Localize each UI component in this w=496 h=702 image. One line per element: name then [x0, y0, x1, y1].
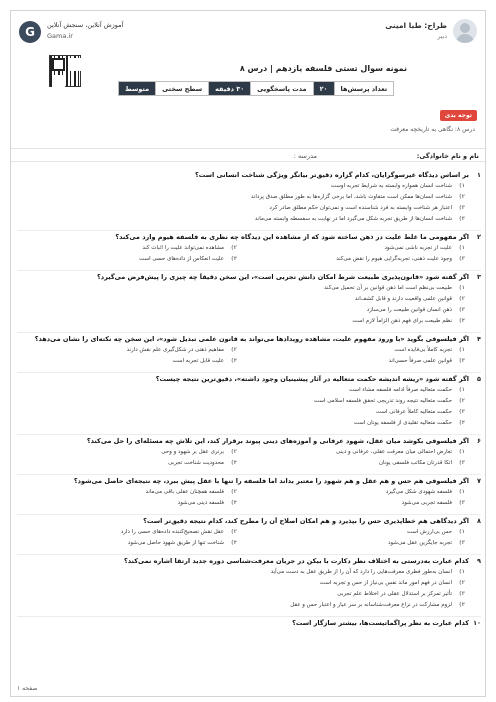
qr-code-icon: [49, 55, 81, 87]
question-divider: [17, 434, 481, 435]
question-divider: [17, 616, 481, 617]
option-number: ۱): [459, 449, 465, 455]
answer-option[interactable]: [250, 500, 465, 510]
answer-option[interactable]: [22, 358, 237, 368]
question-stem: اگر گفته شود «ریشه اندیشه حکمت متعالیه در آثار پیشینیان وجود داشته»، دقیق‌ترین نتیجه چیست؟: [155, 375, 469, 383]
option-text: مشاهده نمی‌تواند علیت را اثبات کند: [142, 245, 224, 251]
option-text: شناخت انسان‌ها از طریق تجربه شکل می‌گیرد اما در نهایت به سفسطه وابسته می‌ماند: [254, 216, 452, 222]
question-divider: [17, 474, 481, 475]
question-item: [11, 437, 487, 477]
answer-option[interactable]: [25, 194, 465, 204]
question-divider: [17, 514, 481, 515]
answer-option[interactable]: [25, 409, 465, 419]
question-number: ۳: [477, 273, 481, 281]
info-value: متوسط: [118, 81, 156, 96]
answer-option[interactable]: [22, 529, 237, 539]
question-stem: اگر مفهومی ما غلط علیت در ذهن ساخته شود که از مشاهده این دیدگاه چه نظری به فلسفه هیوم وارد می‌کند؟: [115, 233, 469, 241]
option-number: ۱): [459, 569, 465, 575]
option-number: ۲): [459, 398, 465, 404]
question-item: [11, 517, 487, 557]
option-text: انسان در فهم امور ماند نفس بی‌نیاز از حس و تجربه است: [319, 580, 452, 586]
answer-option[interactable]: [250, 540, 465, 550]
answer-option[interactable]: [25, 318, 465, 328]
option-number: ۳): [459, 500, 465, 506]
option-text: علیت از تجربه ناشی نمی‌شود: [384, 245, 452, 251]
question-number: ۶: [477, 437, 481, 445]
option-number: ۴): [231, 460, 237, 466]
option-text: حکمت متعالیه نتیجه روند تدریجی تحقق فلسفه اسلامی است: [313, 398, 452, 404]
option-text: حکمت متعالیه کاملاً عرفانی است: [375, 409, 452, 415]
option-text: ذهن انسان قوانین طبیعت را می‌سازد: [366, 307, 452, 313]
answer-option[interactable]: [22, 489, 237, 499]
answer-option[interactable]: [25, 205, 465, 215]
answer-option[interactable]: [25, 285, 465, 295]
option-number: ۲): [231, 489, 237, 495]
question-item: [11, 171, 487, 233]
answer-option[interactable]: [25, 569, 465, 579]
option-text: نظم طبیعت برای فهم ذهن الزاماً لازم است: [352, 318, 452, 324]
option-number: ۳): [459, 409, 465, 415]
question-item: [11, 233, 487, 273]
option-text: حکمت متعالیه تقلیدی از فلسفه یونان است: [353, 420, 452, 426]
answer-option[interactable]: [250, 358, 465, 368]
question-item: [11, 619, 487, 635]
option-number: ۱): [459, 347, 465, 353]
option-number: ۳): [459, 358, 465, 364]
question-stem: کدام عبارت به نظر پراگماتیست‌ها، بیشتر سازگار است؟: [292, 619, 469, 627]
avatar: [453, 19, 477, 43]
question-stem: اگر فیلسوفی هم حس و هم عقل و هم شهود را معتبر بداند اما فلسفه را تنها با عقل پیش ببرد، چه نتیجه‌ای حاصل می‌شود؟: [73, 477, 469, 485]
answer-option[interactable]: [25, 307, 465, 317]
question-stem: بر اساس دیدگاه غیرسوگرایان، کدام گزاره دقیق‌تر بیانگر ویژگی شناخت انسانی است؟: [194, 171, 469, 179]
option-text: وجود علیت ذهنی، تجربه‌گرایی هیوم را نقض می‌کند: [336, 256, 452, 262]
option-number: ۲): [231, 449, 237, 455]
section-badge: توجه بدی: [440, 110, 477, 121]
answer-option[interactable]: [22, 460, 237, 470]
info-label: سطح سختی: [155, 81, 209, 96]
option-text: فلسفه شهودی شکل می‌گیرد: [385, 489, 452, 495]
section-block: [9, 110, 485, 138]
answer-option[interactable]: [22, 347, 237, 357]
option-number: ۳): [459, 460, 465, 466]
name-label: نام و نام خانوادگی:: [416, 152, 479, 160]
student-info-row: [11, 148, 487, 162]
option-number: ۲): [459, 194, 465, 200]
answer-option[interactable]: [250, 347, 465, 357]
answer-option[interactable]: [25, 580, 465, 590]
option-number: ۴): [231, 540, 237, 546]
question-item: [11, 375, 487, 437]
option-text: حس بی‌ارزش است: [406, 529, 452, 535]
option-number: ۳): [459, 540, 465, 546]
option-text: تأثیر تمرکز بر استدلال عقلی در اختلاط علم تجربی: [337, 591, 452, 597]
option-text: فلسفه همچنان عقلی باقی می‌ماند: [145, 489, 224, 495]
answer-option[interactable]: [22, 540, 237, 550]
question-number: ۸: [477, 517, 481, 525]
option-number: ۴): [231, 256, 237, 262]
answer-option[interactable]: [250, 245, 465, 255]
option-number: ۴): [231, 358, 237, 364]
option-text: قوانین علمی واقعیت دارند و قابل کشف‌اند: [354, 296, 452, 302]
question-item: [11, 557, 487, 619]
option-number: ۳): [459, 591, 465, 597]
option-text: تعارض احتمالی میان معرفت عقلی، عرفانی و دینی: [336, 449, 452, 455]
question-item: [11, 273, 487, 335]
answer-option[interactable]: [250, 449, 465, 459]
option-number: ۱): [459, 529, 465, 535]
answer-option[interactable]: [22, 449, 237, 459]
option-number: ۴): [231, 500, 237, 506]
gama-logo-icon: G: [19, 21, 41, 43]
info-label: مدت پاسخگویی: [250, 81, 313, 96]
exam-page: [10, 10, 486, 697]
answer-option[interactable]: [25, 296, 465, 306]
section-text: درس ۸: نگاهی به تاریخچه معرفت: [390, 126, 475, 133]
option-text: شناخت انسان‌ها ممکن است متفاوت باشد، اما برخی گزاره‌ها به طور مطلق صدق پرداند: [251, 194, 452, 200]
option-text: انسان به‌طور فطری معرفت‌هایی را دارد که آن را از طریق عقل به دست می‌آید: [270, 569, 452, 575]
option-text: برتری عقل بر شهود و وحی: [161, 449, 224, 455]
school-label: مدرسه :: [293, 152, 317, 160]
option-text: اعتبار هر شناخت وابسته به فرد شناسنده است و نمی‌توان حکم مطلق صادر کرد: [269, 205, 452, 211]
option-text: علیت قابل تجربه است: [172, 358, 224, 364]
option-text: فلسفه تجربی می‌شود: [401, 500, 452, 506]
option-number: ۱): [459, 183, 465, 189]
author-block: [367, 19, 477, 53]
option-number: ۴): [459, 602, 465, 608]
answer-option[interactable]: [25, 602, 465, 612]
option-text: اتکا قدرتان مکاتب فلسفی یونان: [378, 460, 452, 466]
question-number: ۹: [477, 557, 481, 565]
option-text: عقل نقش تصحیح‌کننده داده‌های حسی را دارد: [120, 529, 224, 535]
brand-block[interactable]: [19, 19, 139, 47]
answer-option[interactable]: [25, 183, 465, 193]
question-number: ۱۰: [473, 619, 481, 627]
option-text: شناخت انسان همواره وابسته به شرایط تجربه اوست: [330, 183, 452, 189]
question-stem: اگر فیلسوفی بکوشد میان عقل، شهود عرفانی و آموزه‌های دینی پیوند برقرار کند، این تلاش چه مسئله‌ای را حل می‌کند؟: [86, 437, 469, 445]
question-stem: اگر فیلسوفی بگوید «با ورود مفهوم علیت، مشاهده رویدادها می‌تواند به قانون علمی تبدیل شود»، این سخن چه نکته‌ای را نشان می‌دهد؟: [34, 335, 469, 343]
answer-option[interactable]: [22, 256, 237, 266]
exam-info-bar: [119, 81, 394, 96]
question-divider: [17, 230, 481, 231]
option-number: ۳): [459, 256, 465, 262]
question-number: ۲: [477, 233, 481, 241]
page-number: صفحه ۱: [17, 685, 38, 692]
info-label: تعداد پرسش‌ها: [334, 81, 395, 96]
question-stem: اگر گفته شود «قانون‌پذیری طبیعت شرط امکان دانش تجربی است»، این سخن دقیقاً چه چیزی را پیش‌فرض می‌گیرد؟: [97, 273, 469, 281]
option-text: شناخت تنها از طریق شهود حاصل می‌شود: [127, 540, 224, 546]
option-text: علیت انعکاس از داده‌های حسی است: [139, 256, 224, 262]
question-divider: [17, 554, 481, 555]
option-text: طبیعت بی‌نظم است اما ذهن قوانین بر آن تحمیل می‌کند: [324, 285, 452, 291]
option-text: فلسفه دینی می‌شود: [177, 500, 224, 506]
option-number: ۲): [459, 296, 465, 302]
answer-option[interactable]: [250, 460, 465, 470]
option-number: ۲): [459, 580, 465, 586]
question-item: [11, 477, 487, 517]
option-number: ۲): [231, 529, 237, 535]
exam-header: [11, 11, 487, 96]
exam-title: نمونه سوال تستی فلسفه یازدهم | درس ۸: [239, 64, 407, 73]
option-text: محدودیت شناخت تجربی: [168, 460, 224, 466]
option-text: حکمت متعالیه صرفاً ادامه فلسفه مشاء است: [349, 387, 452, 393]
answer-option[interactable]: [22, 500, 237, 510]
question-item: [11, 335, 487, 375]
option-number: ۲): [231, 347, 237, 353]
option-text: تجربه جایگزین عقل می‌شود: [388, 540, 452, 546]
answer-option[interactable]: [250, 256, 465, 266]
option-number: ۱): [459, 489, 465, 495]
answer-option[interactable]: [250, 529, 465, 539]
answer-option[interactable]: [25, 387, 465, 397]
option-text: لزوم مشارکت در نزاع معرفت‌شناسانه بر سر عیار و اعتبار حس و عقل: [290, 602, 452, 608]
option-number: ۱): [459, 387, 465, 393]
question-number: ۷: [477, 477, 481, 485]
option-number: ۴): [459, 420, 465, 426]
answer-option[interactable]: [250, 489, 465, 499]
option-number: ۳): [459, 205, 465, 211]
brand-site: Gama.ir: [47, 32, 73, 40]
author-role: دبیر: [437, 33, 447, 40]
question-number: ۴: [477, 335, 481, 343]
option-text: مفاهیم ذهنی در شکل‌گیری علم نقش دارند: [126, 347, 224, 353]
option-number: ۳): [459, 307, 465, 313]
question-stem: اگر دیدگاهی هم خطاپذیری حس را بپذیرد و هم امکان اصلاح آن را مطرح کند، کدام نتیجه دقیق‌تر است؟: [143, 517, 469, 525]
answer-option[interactable]: [25, 216, 465, 226]
answer-option[interactable]: [25, 398, 465, 408]
answer-option[interactable]: [22, 245, 237, 255]
option-number: ۲): [231, 245, 237, 251]
brand-tagline: آموزش آنلاین، سنجش آنلاین: [47, 21, 124, 29]
question-divider: [17, 332, 481, 333]
answer-option[interactable]: [25, 591, 465, 601]
question-stem: کدام عبارت به‌درستی به اختلاف نظر دکارت با بیکن در جریان معرفت‌شناسی دوره جدید ارتقا اشاره نمی‌کند؟: [124, 557, 469, 565]
option-number: ۴): [459, 318, 465, 324]
info-value: ۳۰ دقیقه: [208, 81, 251, 96]
option-number: ۴): [459, 216, 465, 222]
question-divider: [17, 372, 481, 373]
question-number: ۵: [477, 375, 481, 383]
option-number: ۱): [459, 245, 465, 251]
question-number: ۱: [477, 171, 481, 179]
question-divider: [17, 270, 481, 271]
option-text: تجربه کاملاً بی‌فایده است: [394, 347, 452, 353]
option-number: ۱): [459, 285, 465, 291]
info-value: ۲۰: [313, 81, 335, 96]
answer-option[interactable]: [25, 420, 465, 430]
option-text: قوانین علمی صرفاً حسی‌اند: [388, 358, 452, 364]
author-name: طراح: طبا امینی: [385, 21, 447, 30]
